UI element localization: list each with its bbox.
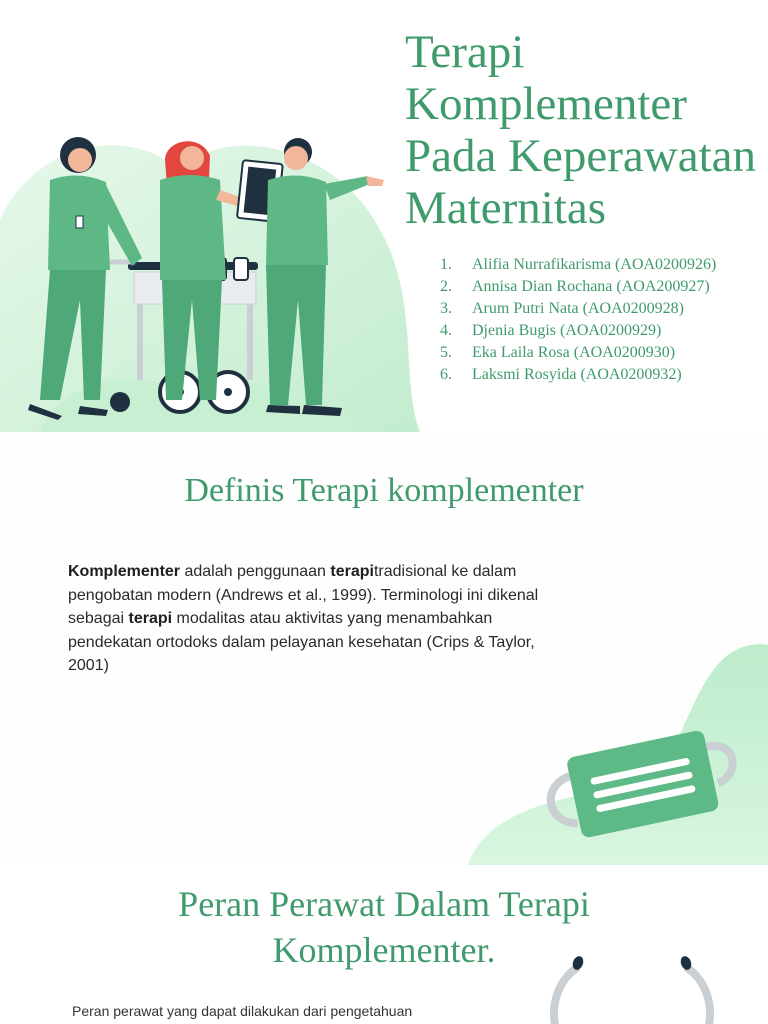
member-item <box>440 276 716 298</box>
presentation-title <box>405 26 756 234</box>
member-item <box>440 320 716 342</box>
title-line: Komplementer <box>405 78 687 130</box>
text-run: tradisional ke dalam pengobatan modern (Andrews et al., 1999). Terminologi ini dikenal sebagai <box>68 563 539 627</box>
member-name: Laksmi Rosyida (AOA0200932) <box>472 366 682 383</box>
body-paragraph: Peran perawat yang dapat dilakukan dari pengetahuan <box>72 1003 413 1019</box>
definition-slide <box>0 432 768 865</box>
member-number: 1. <box>440 256 452 273</box>
nurses-illustration <box>0 0 430 432</box>
text-run: adalah penggunaan <box>180 563 331 580</box>
member-name: Alifia Nurrafikarisma (AOA0200926) <box>472 256 717 273</box>
member-name: Eka Laila Rosa (AOA0200930) <box>472 344 676 361</box>
member-item <box>440 342 716 364</box>
bold-term: terapi <box>330 563 374 580</box>
stethoscope-icon <box>540 945 720 1024</box>
member-item <box>440 364 716 386</box>
bold-term: Komplementer <box>68 563 181 580</box>
bold-term: terapi <box>128 610 173 627</box>
member-number: 4. <box>440 322 452 339</box>
member-name: Annisa Dian Rochana (AOA200927) <box>472 278 710 295</box>
member-item <box>440 254 716 276</box>
face-mask-icon <box>468 625 768 865</box>
title-line: Komplementer. <box>272 930 496 970</box>
member-number: 3. <box>440 300 452 317</box>
member-name: Arum Putri Nata (AOA0200928) <box>472 300 684 317</box>
title-line: Pada Keperawatan <box>405 130 757 182</box>
nurse-role-slide <box>0 865 768 1024</box>
title-line: Maternitas <box>405 182 606 234</box>
title-line: Peran Perawat Dalam Terapi <box>178 884 590 924</box>
title-line: Terapi <box>405 26 525 78</box>
title-slide <box>0 0 768 432</box>
member-name: Djenia Bugis (AOA0200929) <box>472 322 662 339</box>
member-number: 6. <box>440 366 452 383</box>
text-run: modalitas atau aktivitas yang menambahkan pendekatan ortodoks dalam pelayanan kesehatan (Crips & Taylor, 2001) <box>68 610 535 674</box>
member-list <box>440 254 716 386</box>
member-number: 5. <box>440 344 452 361</box>
member-number: 2. <box>440 278 452 295</box>
member-item <box>440 298 716 320</box>
slide-title: Definis Terapi komplementer <box>184 472 584 509</box>
